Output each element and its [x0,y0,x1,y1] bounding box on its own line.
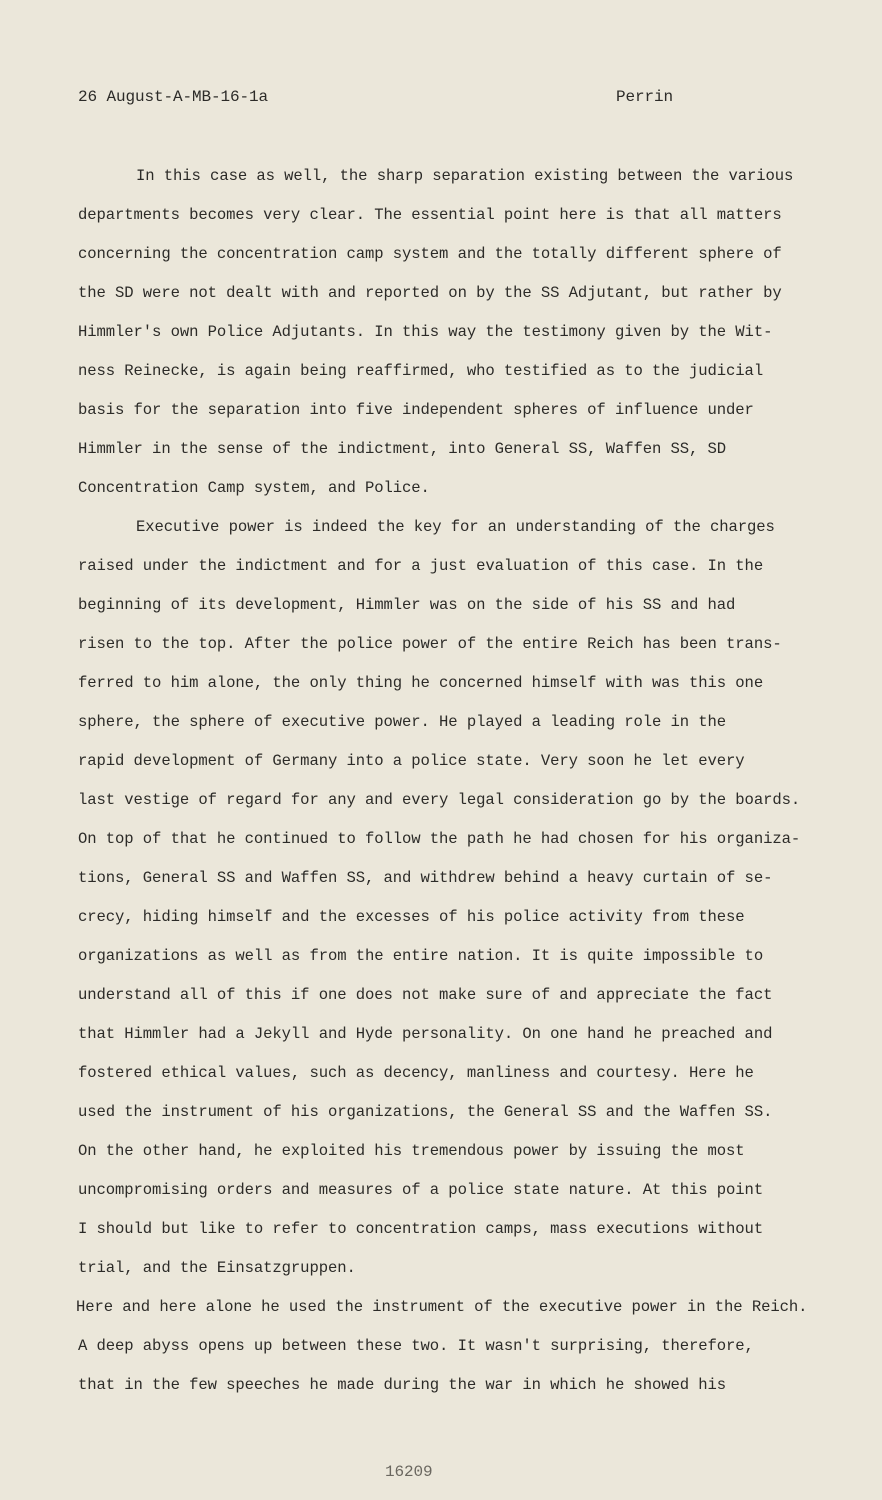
text-line: last vestige of regard for any and every legal consideration go by the boards. [78,791,801,809]
text-line: the SD were not dealt with and reported on by the SS Adjutant, but rather by [78,284,782,302]
text-line: used the instrument of his organizations, the General SS and the Waffen SS. [78,1103,773,1121]
text-line: Himmler's own Police Adjutants. In this way the testimony given by the Wit- [78,323,773,341]
text-line: In this case as well, the sharp separation existing between the various [136,167,794,185]
text-line: risen to the top. After the police power of the entire Reich has been trans- [78,635,782,653]
text-line: sphere, the sphere of executive power. He played a leading role in the [78,713,727,731]
page-number: 16209 [385,1463,433,1481]
text-line: beginning of its development, Himmler was on the side of his SS and had [78,596,736,614]
text-line: basis for the separation into five independent spheres of influence under [78,401,754,419]
text-line: that in the few speeches he made during the war in which he showed his [78,1376,727,1394]
text-line: rapid development of Germany into a police state. Very soon he let every [78,752,745,770]
text-line: Executive power is indeed the key for an understanding of the charges [136,518,775,536]
text-line: On the other hand, he exploited his tremendous power by issuing the most [78,1142,745,1160]
text-line: trial, and the Einsatzgruppen. [78,1259,356,1277]
text-line: Concentration Camp system, and Police. [78,479,430,497]
text-line: Himmler in the sense of the indictment, into General SS, Waffen SS, SD [78,440,727,458]
text-line: organizations as well as from the entire nation. It is quite impossible to [78,947,764,965]
text-line: uncompromising orders and measures of a police state nature. At this point [78,1181,764,1199]
text-line: understand all of this if one does not make sure of and appreciate the fact [78,986,773,1004]
text-line: ness Reinecke, is again being reaffirmed, who testified as to the judicial [78,362,764,380]
text-line: concerning the concentration camp system and the totally different sphere of [78,245,782,263]
speaker-name: Perrin [616,88,674,106]
text-line: On top of that he continued to follow the path he had chosen for his organiza- [78,830,801,848]
text-line: that Himmler had a Jekyll and Hyde personality. On one hand he preached and [78,1025,773,1043]
document-reference: 26 August-A-MB-16-1a [78,88,269,106]
text-line: departments becomes very clear. The essential point here is that all matters [78,206,782,224]
text-line: Here and here alone he used the instrument of the executive power in the Reich. [76,1298,808,1316]
body-text [78,164,838,1412]
text-line: raised under the indictment and for a just evaluation of this case. In the [78,557,764,575]
text-line: tions, General SS and Waffen SS, and withdrew behind a heavy curtain of se- [78,869,773,887]
text-line: crecy, hiding himself and the excesses of his police activity from these [78,908,745,926]
text-line: ferred to him alone, the only thing he concerned himself with was this one [78,674,764,692]
text-line: fostered ethical values, such as decency, manliness and courtesy. Here he [78,1064,754,1082]
text-line: I should but like to refer to concentration camps, mass executions without [78,1220,764,1238]
text-line: A deep abyss opens up between these two. It wasn't surprising, therefore, [78,1337,754,1355]
